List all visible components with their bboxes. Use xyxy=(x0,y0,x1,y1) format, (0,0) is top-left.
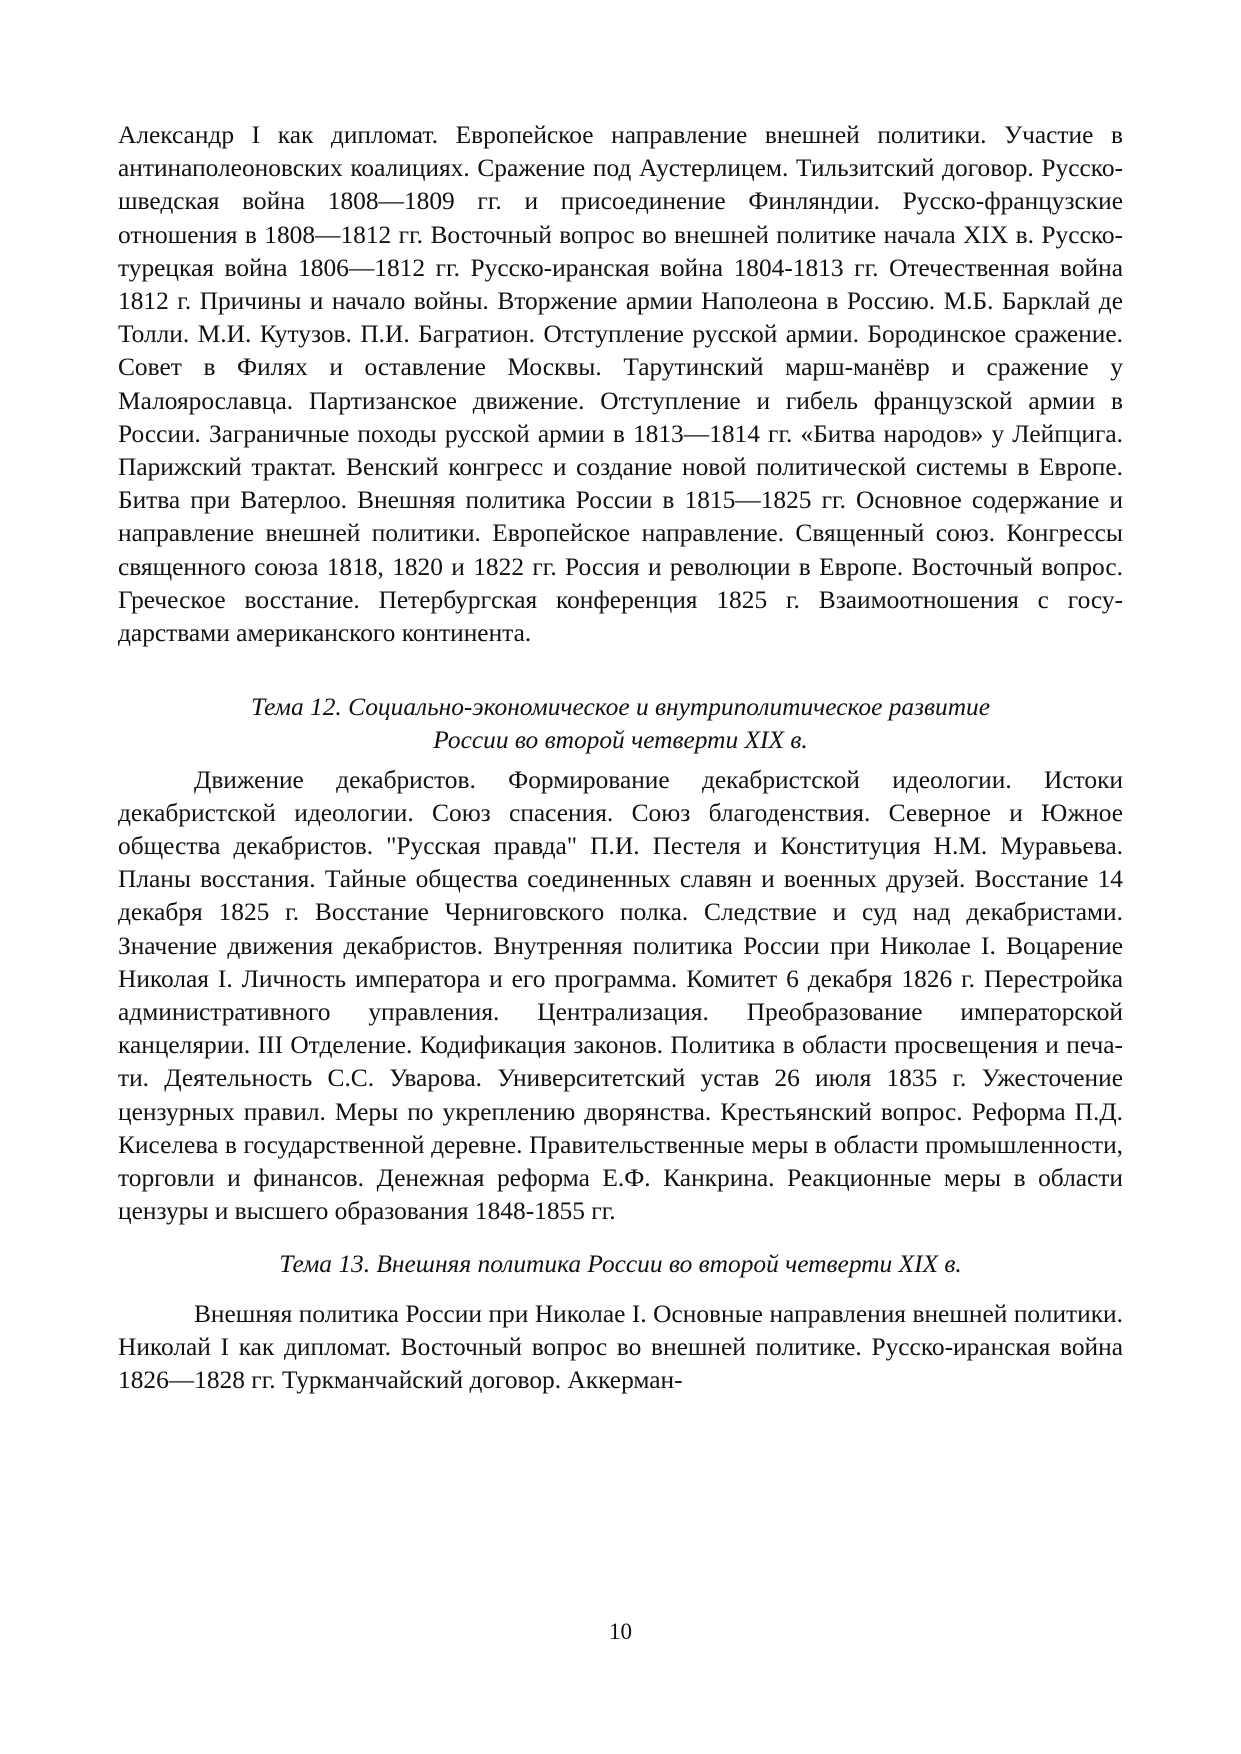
paragraph-foreign-policy-alexander-i: Александр I как дипломат. Европейское направление внешней политики. Участие в антинаполеоновских коалициях. Сражение под Аустерлицем. Тильзитский договор. Русско-шведская война 1808—1809 гг. и присоединение Финляндии. Русско-французские отношения в 1808—1812 гг. Восточный вопрос во внешней политике начала XIX в. Русско-турецкая война 1806—1812 гг. Русско-иранская война 1804-1813 гг. Отечественная война 1812 г. Причины и начало войны. Вторжение армии Наполеона в Россию. М.Б. Барклай де Толли. М.И. Кутузов. П.И. Багратион. Отступление русской армии. Бородинское сражение. Совет в Филях и оставление Москвы. Тарутинский марш-манёвр и сражение у Малоярославца. Партизанское движение. Отступление и гибель французской армии в России. Заграничные походы русской армии в 1813—1814 гг. «Битва народов» у Лейпцига. Парижский трактат. Венский конгресс и создание новой политической системы в Европе. Битва при Ватерлоо. Внешняя политика России в 1815—1825 гг. Основное содержание и направление внешней политики. Европейское направление. Священный союз. Конгрессы священного союза 1818, 1820 и 1822 гг. Россия и революции в Европе. Восточный вопрос. Греческое восстание. Петербургская конференция 1825 г. Взаимоотношения с государствами американского континента. xyxy=(118,121,1123,648)
topic-12-heading xyxy=(118,691,1123,757)
paragraph-foreign-policy-nicholas-i: Внешняя политика России при Николае I. Основные направления внешней политики. Николай I как дипломат. Восточный вопрос во внешней политике. Русско-иранская война 1826—1828 гг. Туркманчайский договор. Аккерман- xyxy=(118,1299,1123,1395)
paragraph-decembrists-and-nicholas-i: Движение декабристов. Формирование декабристской идеологии. Истоки декабристской идеологии. Союз спасения. Союз благоденствия. Северное и Южное общества декабристов. "Русская правда" П.И. Пестеля и Конституция Н.М. Муравьева. Планы восстания. Тайные общества соединенных славян и военных друзей. Восстание 14 декабря 1825 г. Восстание Черниговского полка. Следствие и суд над декабристами. Значение движения декабристов. Внутренняя политика России при Николае I. Воцарение Николая I. Личность императора и его программа. Комитет 6 декабря 1826 г. Перестройка административного управления. Централизация. Преобразование императорской канцелярии. III Отделение. Кодификация законов. Политика в области просвещения и печати. Деятельность С.С. Уварова. Университетский устав 26 июля 1835 г. Ужесточение цензурных правил. Меры по укреплению дворянства. Крестьянский вопрос. Реформа П.Д. Киселева в государственной деревне. Правительственные меры в области промышленности, торговли и финансов. Денежная реформа Е.Ф. Канкрина. Реакционные меры в области цензуры и высшего образования 1848-1855 гг. xyxy=(118,765,1123,1226)
topic-13-heading: Тема 13. Внешняя политика России во второй четверти XIX в. xyxy=(279,1249,962,1278)
topic-12-title-line-2: России во второй четверти XIX в. xyxy=(433,726,808,755)
topic-12-title-line-1: Тема 12. Социально-экономическое и внутриполитическое развитие xyxy=(250,693,991,722)
page-body xyxy=(118,119,1123,1397)
page-number: 10 xyxy=(609,1619,632,1644)
